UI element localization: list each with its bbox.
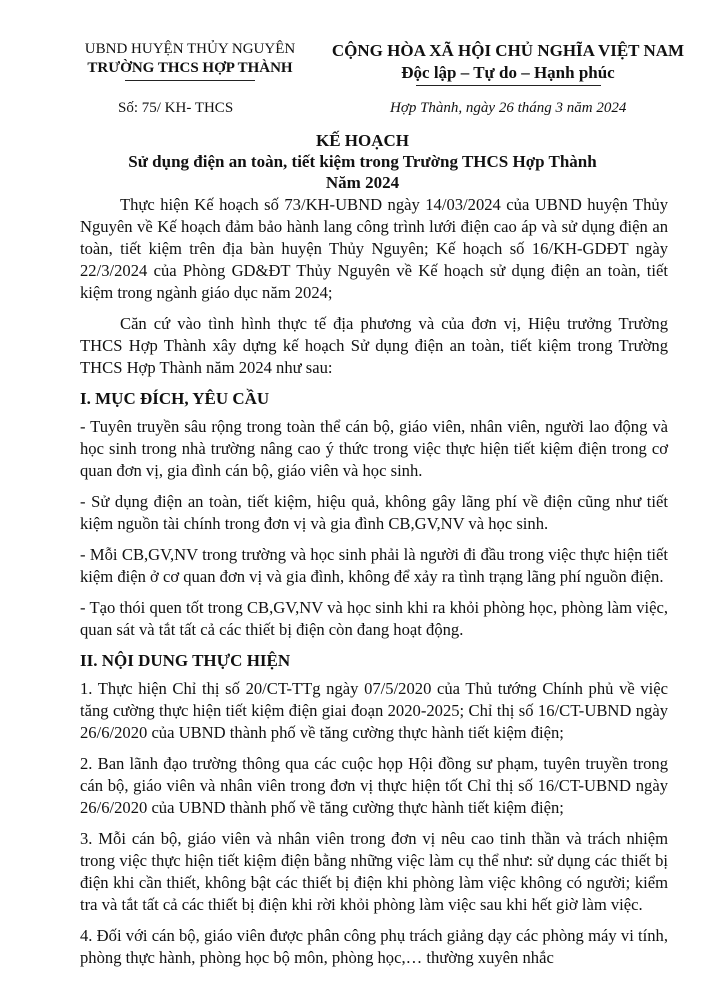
section-2-heading: II. NỘI DUNG THỰC HIỆN: [80, 651, 291, 670]
title-line-2: Sử dụng điện an toàn, tiết kiệm trong Trường THCS Hợp Thành: [128, 152, 597, 171]
section-2-item: 3. Mỗi cán bộ, giáo viên và nhân viên trong đơn vị nêu cao tinh thần và trách nhiệm trong việc thực hiện tiết kiệm điện bằng những việc làm cụ thể như: sử dụng các thiết bị điện khi cần thiết, không bật các thiết bị điện khi phòng làm việc không có người; kiểm tra và tắt tất cả các thiết bị điện khi rời khỏi phòng làm việc sau khi hết giờ làm việc.: [80, 829, 668, 914]
section-2-item: 2. Ban lãnh đạo trường thông qua các cuộc họp Hội đồng sư phạm, tuyên truyền trong cán bộ, giáo viên và nhân viên trong đơn vị thực hiện tốt Chỉ thị số 16/CT-UBND ngày 26/6/2020 của UBND thành phố về tăng cường thực hành tiết kiệm điện;: [80, 754, 668, 817]
intro-paragraph-1: Thực hiện Kế hoạch số 73/KH-UBND ngày 14/03/2024 của UBND huyện Thủy Nguyên về Kế hoạch đảm bảo hành lang công trình lưới điện cao áp và sử dụng điện an toàn, tiết kiệm trên địa bàn huyện Thủy Nguyên; Kế hoạch số 16/KH-GDĐT ngày 22/3/2024 của Phòng GD&ĐT Thủy Nguyên về Kế hoạch sử dụng điện an toàn, tiết kiệm trong ngành giáo dục năm 2024;: [80, 195, 668, 302]
section-1-item: - Tuyên truyền sâu rộng trong toàn thể cán bộ, giáo viên, nhân viên, người lao động và học sinh trong nhà trường nâng cao ý thức trong việc thực hiện tiết kiệm điện trong cơ quan đơn vị, gia đình cán bộ, giáo viên và học sinh.: [80, 417, 668, 480]
org-underline: [125, 80, 255, 81]
title-line-3: Năm 2024: [325, 173, 400, 192]
section-1-item: - Sử dụng điện an toàn, tiết kiệm, hiệu quả, không gây lãng phí về điện cũng như tiết kiệm nguồn tài chính trong đơn vị và gia đình CB,GV,NV và học sinh.: [80, 492, 668, 533]
document-number: Số: 75/ KH- THCS: [118, 100, 234, 116]
section-1-heading: I. MỤC ĐÍCH, YÊU CẦU: [80, 389, 270, 408]
issuing-organization: [60, 40, 320, 81]
nation-title: CỘNG HÒA XÃ HỘI CHỦ NGHĨA VIỆT NAM: [331, 41, 685, 60]
org-parent: UBND HUYỆN THỦY NGUYÊN: [84, 41, 296, 57]
document-body: [80, 194, 668, 978]
section-1-item: - Mỗi CB,GV,NV trong trường và học sinh phải là người đi đầu trong việc thực hiện tiết kiệm điện ở cơ quan đơn vị và gia đình, không để xảy ra tình trạng lãng phí nguồn điện.: [80, 545, 668, 586]
section-2-item: 1. Thực hiện Chỉ thị số 20/CT-TTg ngày 07/5/2020 của Thủ tướng Chính phủ về việc tăng cường thực hiện tiết kiệm điện giai đoạn 2020-2025; Chỉ thị số 16/CT-UBND ngày 26/6/2020 của UBND thành phố về tăng cường thực hành tiết kiệm điện;: [80, 679, 668, 742]
section-2-item: 4. Đối với cán bộ, giáo viên được phân công phụ trách giảng dạy các phòng máy vi tính, phòng thực hành, phòng học bộ môn, phòng học,… thường xuyên nhắc: [80, 926, 668, 967]
document-date: Hợp Thành, ngày 26 tháng 3 năm 2024: [390, 100, 627, 116]
intro-paragraph-2: Căn cứ vào tình hình thực tế địa phương và của đơn vị, Hiệu trưởng Trường THCS Hợp Thành xây dựng kế hoạch Sử dụng điện an toàn, tiết kiệm trong Trường THCS Hợp Thành năm 2024 như sau:: [80, 314, 668, 377]
document-title: [60, 130, 665, 193]
nation-motto: Độc lập – Tự do – Hạnh phúc: [401, 63, 615, 82]
national-motto: [318, 40, 698, 86]
org-school: TRƯỜNG THCS HỢP THÀNH: [87, 60, 293, 76]
title-line-1: KẾ HOẠCH: [315, 131, 410, 150]
section-1-item: - Tạo thói quen tốt trong CB,GV,NV và học sinh khi ra khỏi phòng học, phòng làm việc, quan sát và tắt tất cả các thiết bị điện còn đang hoạt động.: [80, 598, 668, 639]
motto-underline: [416, 85, 601, 86]
